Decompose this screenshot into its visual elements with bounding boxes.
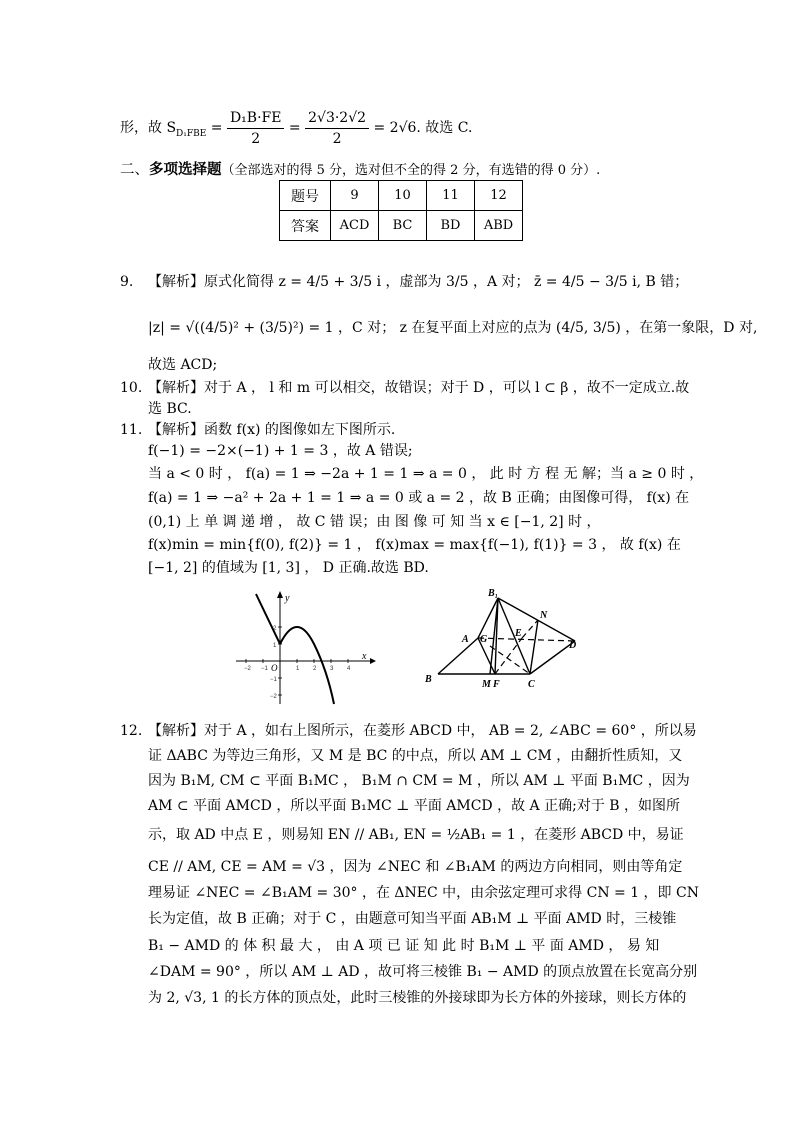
q11-number: 11. bbox=[120, 422, 143, 438]
geometry-figure bbox=[420, 586, 590, 694]
table-cell: 答案 bbox=[280, 211, 331, 241]
q9-line-3 bbox=[148, 355, 217, 375]
q11-line-4 bbox=[148, 488, 689, 508]
function-graph bbox=[236, 586, 376, 706]
q11-text-2: f(−1) = −2×(−1) + 1 = 3 ，故 A 错误; bbox=[148, 443, 413, 459]
vertex-label: N bbox=[540, 610, 548, 621]
area-formula-line bbox=[120, 104, 472, 152]
x-tick-label: 2 bbox=[313, 666, 317, 672]
y-tick-label: −1 bbox=[270, 677, 277, 683]
y-axis-label: y bbox=[285, 593, 290, 604]
section-title: 多项选择题 bbox=[149, 161, 222, 178]
y-tick-label: 1 bbox=[273, 643, 277, 649]
curve-left-branch bbox=[256, 594, 280, 644]
q12-line-4 bbox=[148, 796, 680, 816]
x-tick-label: 1 bbox=[296, 666, 300, 672]
q12-text-11: 为 2, √3, 1 的长方体的顶点处，此时三棱锥的外接球即为长方体的外接球，则长方体的 bbox=[148, 990, 687, 1006]
q12-line-1 bbox=[120, 721, 697, 741]
x-tick-label: 4 bbox=[347, 666, 351, 672]
q11-line-7 bbox=[148, 558, 429, 578]
q12-line-9 bbox=[148, 936, 659, 956]
q11-text-4: f(a) = 1 ⇒ −a² + 2a + 1 = 1 ⇒ a = 0 或 a = 2 ，故 B 正确；由图像可得， f(x) 在 bbox=[148, 490, 690, 506]
x-axis-label: x bbox=[362, 651, 367, 662]
fraction-2-numerator: 2√3·2√2 bbox=[305, 108, 369, 129]
section-heading bbox=[120, 160, 600, 181]
q12-text-7: 理易证 ∠NEC = ∠B₁AM = 30° ，在 ΔNEC 中，由余弦定理可求得 CN = 1 ，即 CN bbox=[148, 885, 699, 901]
q11-text-6: f(x)min = min{f(0), f(2)} = 1 ， f(x)max = max{f(−1), f(1)} = 3 ， 故 f(x) 在 bbox=[148, 537, 681, 553]
vertex-label: E bbox=[515, 628, 522, 639]
vertex-label: M bbox=[482, 679, 491, 690]
q11-line-1 bbox=[120, 420, 395, 440]
table-cell: ABD bbox=[475, 211, 523, 241]
answer-table bbox=[279, 180, 523, 241]
q10-number: 10. bbox=[120, 380, 143, 396]
q12-line-8 bbox=[148, 909, 676, 929]
q12-line-7 bbox=[148, 883, 699, 903]
table-cell: 10 bbox=[379, 181, 427, 211]
vertex-label: B₁ bbox=[488, 588, 499, 599]
formula-subscript: D₁FBE bbox=[176, 128, 207, 139]
q11-line-2 bbox=[148, 441, 413, 461]
q11-text-3: 当 a < 0 时 ， f(a) = 1 ⇒ −2a + 1 = 1 ⇒ a = 0 ， 此 时 方 程 无 解；当 a ≥ 0 时 ， bbox=[148, 466, 704, 482]
fraction-2-denominator: 2 bbox=[332, 130, 342, 147]
table-cell: 12 bbox=[475, 181, 523, 211]
q12-text-4: AM ⊂ 平面 AMCD ，所以平面 B₁MC ⊥ 平面 AMCD ，故 A 正确;对于 B ，如图所 bbox=[148, 798, 681, 814]
vertex-label: A bbox=[462, 634, 469, 645]
q12-text-3: 因为 B₁M, CM ⊂ 平面 B₁MC ， B₁M ∩ CM = M ，所以 AM ⊥ 平面 B₁MC ，因为 bbox=[148, 773, 690, 789]
table-cell: 9 bbox=[331, 181, 379, 211]
q9-text-3: 故选 ACD; bbox=[148, 357, 218, 373]
q9-text-2: |z| = √((4/5)² + (3/5)²) = 1 ，C 对； z 在复平面上对应的点为 (4/5, 3/5) ，在第一象限，D 对, bbox=[148, 320, 758, 336]
q12-text-5: 示，取 AD 中点 E ，则易知 EN // AB₁, EN = ½AB₁ = 1 ，在菱形 ABCD 中，易证 bbox=[148, 827, 684, 843]
x-tick-label: −1 bbox=[261, 666, 268, 672]
table-cell: 题号 bbox=[280, 181, 331, 211]
equals-sign-2: = bbox=[284, 120, 306, 136]
y-tick-label: 2 bbox=[273, 626, 277, 632]
q12-text-1: 【解析】对于 A ，如右上图所示，在菱形 ABCD 中， AB = 2, ∠ABC = 60° ，所以易 bbox=[148, 723, 697, 739]
q11-line-3 bbox=[148, 464, 703, 484]
table-row bbox=[280, 211, 523, 241]
section-note: （全部选对的得 5 分，选对但不全的得 2 分，有选错的得 0 分）. bbox=[221, 163, 601, 178]
q9-text-1: 【解析】原式化简得 z = 4/5 + 3/5 i ，虚部为 3/5 ，A 对； z̄ = 4/5 − 3/5 i, B 错； bbox=[148, 274, 689, 290]
curve-parabola bbox=[280, 627, 334, 704]
formula-prefix: 形，故 S bbox=[120, 120, 177, 136]
vertex-label: D bbox=[569, 640, 577, 651]
table-cell: BC bbox=[379, 211, 427, 241]
q11-text-1: 【解析】函数 f(x) 的图像如左下图所示. bbox=[148, 422, 396, 438]
q12-text-6: CE // AM, CE = AM = √3 ，因为 ∠NEC 和 ∠B₁AM 的两边方向相同，则由等角定 bbox=[148, 859, 683, 875]
y-axis-arrow bbox=[277, 591, 283, 598]
table-cell: 11 bbox=[427, 181, 475, 211]
fraction-1 bbox=[227, 108, 285, 149]
q10-line-2 bbox=[148, 399, 192, 419]
section-number: 二、 bbox=[120, 162, 149, 178]
table-cell: ACD bbox=[331, 211, 379, 241]
vertex-label: G bbox=[480, 634, 488, 645]
q10-line-1 bbox=[120, 378, 689, 398]
q12-line-6 bbox=[148, 857, 682, 877]
table-cell: BD bbox=[427, 211, 475, 241]
fraction-1-numerator: D₁B·FE bbox=[227, 108, 285, 129]
q12-number: 12. bbox=[120, 723, 143, 739]
table-row bbox=[280, 181, 523, 211]
q11-text-7: [−1, 2] 的值域为 [1, 3] ， D 正确.故选 BD. bbox=[148, 560, 429, 576]
x-axis-arrow bbox=[370, 658, 376, 664]
formula-result: = 2√6. 故选 C. bbox=[369, 120, 473, 136]
q9-line-1 bbox=[120, 272, 688, 292]
x-tick-label: 3 bbox=[330, 666, 334, 672]
q11-text-5: (0,1) 上 单 调 递 增 ， 故 C 错 误；由 图 像 可 知 当 x ∈ [−1, 2] 时 ， bbox=[148, 514, 601, 530]
q10-text-1: 【解析】对于 A ， l 和 m 可以相交，故错误；对于 D ，可以 l ⊂ β ，故不一定成立.故 bbox=[148, 380, 690, 396]
q12-line-2 bbox=[148, 746, 682, 766]
q12-text-2: 证 ΔABC 为等边三角形，又 M 是 BC 的中点，所以 AM ⊥ CM ，由翻折性质知，又 bbox=[148, 748, 683, 764]
q12-text-8: 长为定值，故 B 正确；对于 C ，由题意可知当平面 AB₁M ⊥ 平面 AMD 时，三棱锥 bbox=[148, 911, 677, 927]
q12-line-11 bbox=[148, 988, 686, 1008]
q10-text-2: 选 BC. bbox=[148, 401, 192, 417]
q12-line-5 bbox=[148, 825, 684, 845]
q11-line-5 bbox=[148, 512, 601, 532]
x-tick-label: −2 bbox=[244, 666, 251, 672]
q9-line-2 bbox=[148, 318, 757, 338]
q12-line-3 bbox=[148, 771, 690, 791]
fraction-2 bbox=[305, 108, 369, 149]
fraction-1-denominator: 2 bbox=[251, 130, 261, 147]
vertex-label: F bbox=[493, 679, 500, 690]
vertex-label: C bbox=[528, 679, 535, 690]
origin-label: O bbox=[271, 663, 278, 673]
q12-text-10: ∠DAM = 90° ，所以 AM ⊥ AD ，故可将三棱锥 B₁ − AMD 的顶点放置在长宽高分别 bbox=[148, 964, 698, 980]
q11-line-6 bbox=[148, 535, 681, 555]
vertex-label: B bbox=[425, 674, 432, 685]
q9-number: 9. bbox=[120, 274, 134, 290]
equals-sign: = bbox=[206, 120, 227, 136]
q12-line-10 bbox=[148, 962, 697, 982]
q12-text-9: B₁ − AMD 的 体 积 最 大 ， 由 A 项 已 证 知 此 时 B₁M ⊥ 平 面 AMD ， 易 知 bbox=[148, 938, 660, 954]
y-tick-label: −2 bbox=[270, 694, 277, 700]
